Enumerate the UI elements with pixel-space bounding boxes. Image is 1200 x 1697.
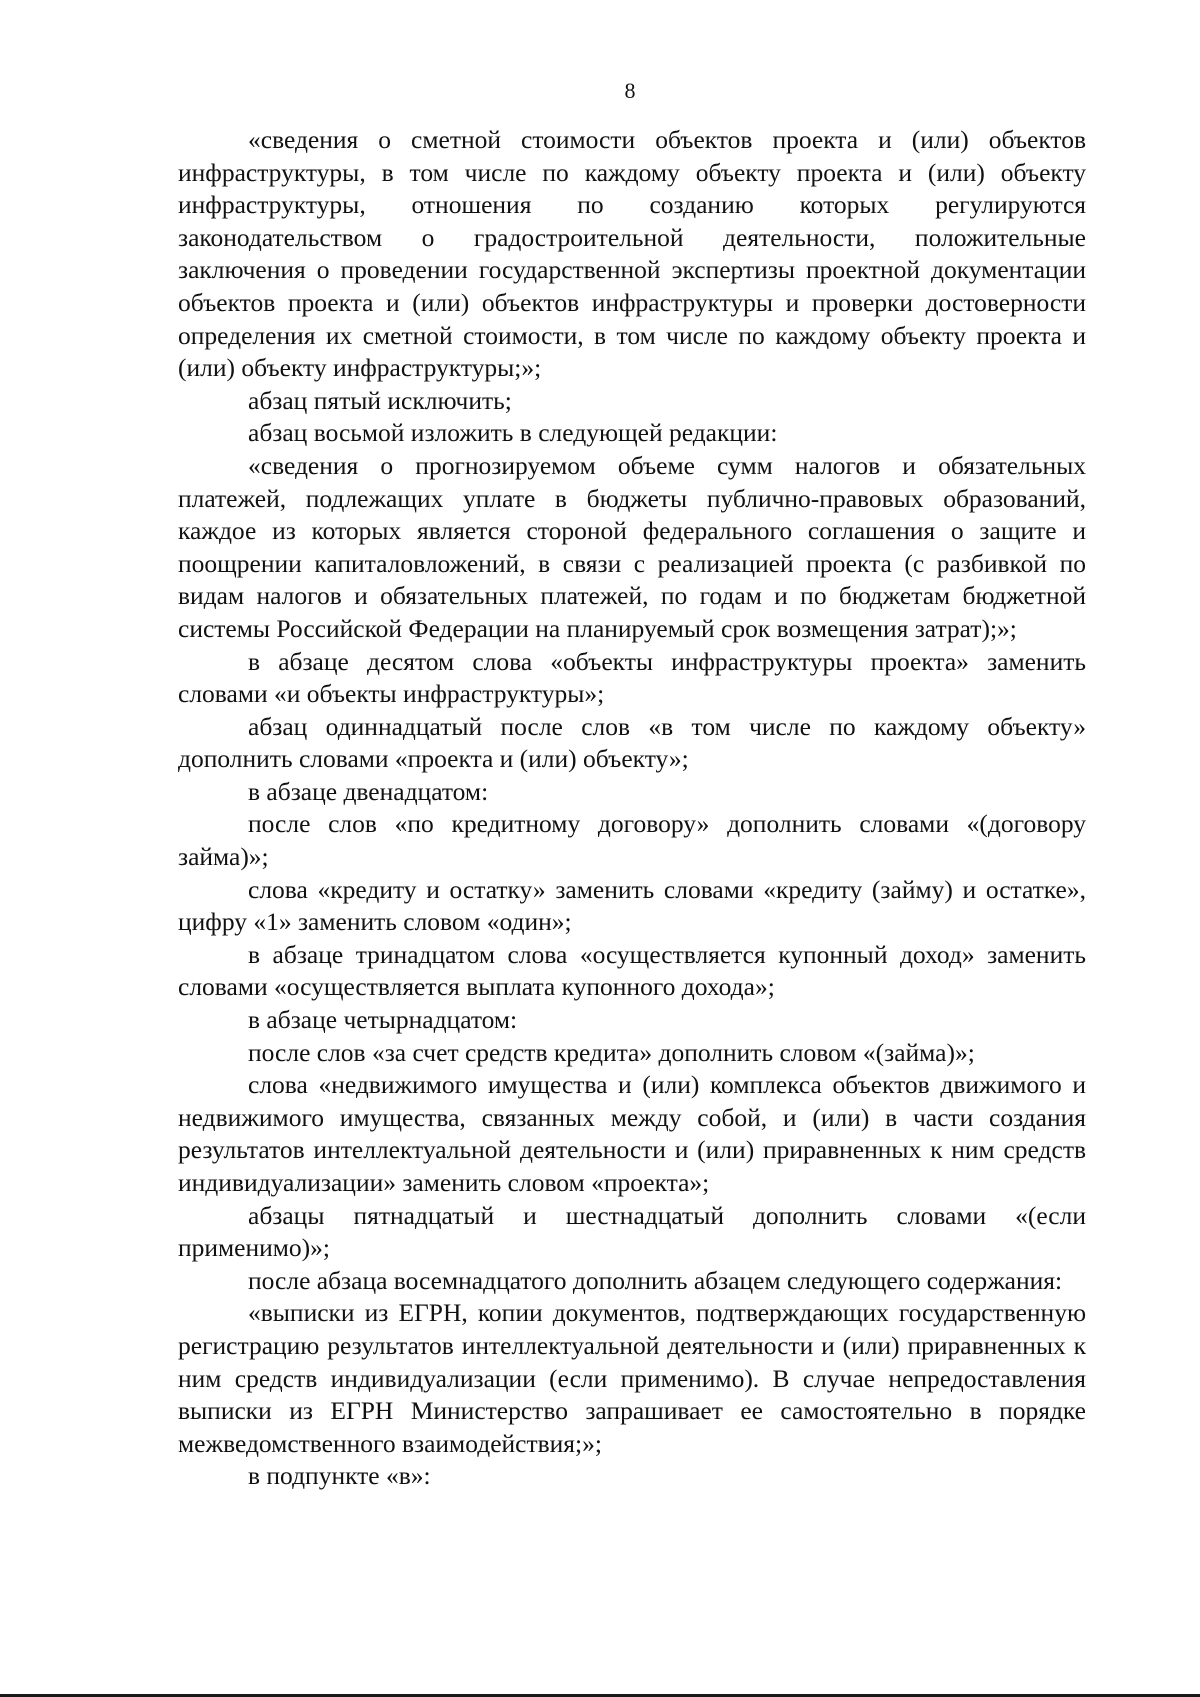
paragraph: абзац пятый исключить; — [248, 385, 512, 415]
paragraph: абзац одиннадцатый после слов «в том числе по каждому объекту» дополнить словами «проекта и (или) объекту»; — [178, 711, 1086, 774]
paragraph: слова «недвижимого имущества и (или) комплекса объектов движимого и недвижимого имущества, связанных между собой, и (или) в части создания результатов интеллектуальной деятельности и (или) приравненных к ним средств индивидуализации» заменить словом «проекта»; — [178, 1070, 1086, 1197]
paragraph: после абзаца восемнадцатого дополнить абзацем следующего содержания: — [248, 1265, 1063, 1295]
paragraph: «сведения о сметной стоимости объектов проекта и (или) объектов инфраструктуры, в том числе по каждому объекту проекта и (или) объекту инфраструктуры, отношения по созданию которых регулируются законодательством о градостроительной деятельности, положительные заключения о проведении государственной экспертизы проектной документации объектов проекта и (или) объектов инфраструктуры и проверки достоверности определения их сметной стоимости, в том числе по каждому объекту проекта и (или) объекту инфраструктуры;»; — [178, 125, 1086, 383]
paragraph: в абзаце двенадцатом: — [248, 776, 489, 806]
paragraph: в подпункте «в»: — [248, 1461, 431, 1491]
page-number: 8 — [624, 78, 636, 103]
paragraph: после слов «по кредитному договору» дополнить словами «(договору займа)»; — [178, 809, 1086, 872]
document-body — [178, 124, 1086, 1493]
paragraph: слова «кредиту и остатку» заменить словами «кредиту (займу) и остатке», цифру «1» заменить словом «один»; — [178, 874, 1086, 937]
paragraph: в абзаце четырнадцатом: — [248, 1005, 518, 1035]
paragraph: в абзаце тринадцатом слова «осуществляется купонный доход» заменить словами «осуществляется выплата купонного дохода»; — [178, 939, 1086, 1002]
paragraph: в абзаце десятом слова «объекты инфраструктуры проекта» заменить словами «и объекты инфраструктуры»; — [178, 646, 1086, 709]
paragraph: абзац восьмой изложить в следующей редакции: — [248, 418, 778, 448]
paragraph: «сведения о прогнозируемом объеме сумм налогов и обязательных платежей, подлежащих уплате в бюджеты публично-правовых образований, каждое из которых является стороной федерального соглашения о защите и поощрении капиталовложений, в связи с реализацией проекта (с разбивкой по видам налогов и обязательных платежей, по годам и по бюджетам бюджетной системы Российской Федерации на планируемый срок возмещения затрат);»; — [178, 450, 1086, 643]
paragraph: после слов «за счет средств кредита» дополнить словом «(займа)»; — [248, 1037, 975, 1067]
paragraph: абзацы пятнадцатый и шестнадцатый дополнить словами «(если применимо)»; — [178, 1200, 1086, 1263]
paragraph: «выписки из ЕГРН, копии документов, подтверждающих государственную регистрацию результатов интеллектуальной деятельности и (или) приравненных к ним средств индивидуализации (если применимо). В случае непредоставления выписки из ЕГРН Министерство запрашивает ее самостоятельно в порядке межведомственного взаимодействия;»; — [178, 1298, 1086, 1458]
